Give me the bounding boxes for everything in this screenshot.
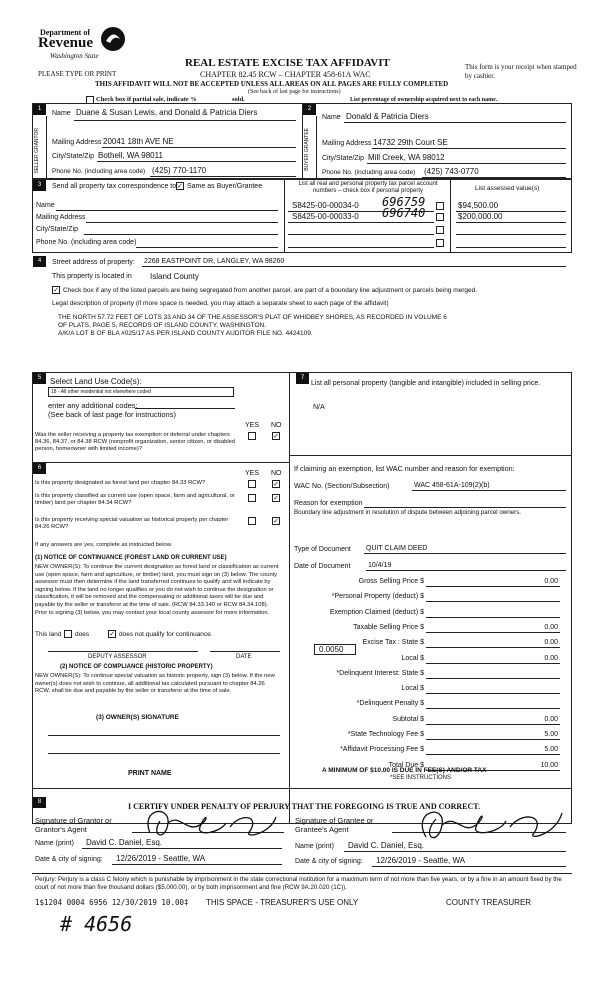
notice2-title: (2) NOTICE OF COMPLIANCE (HISTORIC PROPERTY): [60, 664, 213, 670]
s3-city-label: City/State/Zip: [36, 226, 79, 233]
buyer-phone[interactable]: (425) 743-0770: [424, 167, 479, 176]
exemption-no-checkbox[interactable]: ✓: [273, 433, 279, 440]
personal-property-checkbox-3[interactable]: [436, 226, 444, 234]
seller-side-label: SELLER GRANTOR: [34, 128, 40, 174]
s3-name-label: Name: [36, 202, 55, 209]
seller-phone[interactable]: (425) 770-1170: [152, 166, 207, 175]
tax-row-value[interactable]: 5.00: [544, 746, 558, 753]
tax-row-label: Excise Tax : State $: [362, 639, 424, 646]
if-yes-note: If any answers are yes, complete as instructed below.: [35, 542, 173, 548]
account-handwritten-2: 696740: [382, 206, 426, 220]
same-as-buyer-label: Same as Buyer/Grantee: [187, 183, 263, 190]
assessor-date-label: DATE: [236, 654, 252, 660]
form-subtitle: CHAPTER 82.45 RCW – CHAPTER 458-61A WAC: [200, 70, 371, 79]
partial-sale-label: Check box if partial sale, indicate %: [96, 96, 197, 103]
treasurer-stamp: 1$1204 0004 6956 12/30/2019 10.00‡: [35, 898, 189, 907]
notice1-body: NEW OWNER(S): To continue the current designation as forest land or classification as current use (open space, farm and agriculture, or timber) land, you must sign on (3) below. The county assessor must then determine if the land transferred continues to qualify and will indicate by signing below. If the land no longer qualifies or you do not wish to continue the designation or classification, it will be removed and the compensating or additional taxes will be due and payable by the seller or transferor at the time of sale. (RCW 84.33.140 or RCW 84.34.108). Prior to signing (3) below, you may contact your local county assessor for more information.: [35, 564, 279, 616]
section-number-7: 7: [296, 373, 309, 384]
see-instructions: *SEE INSTRUCTIONS: [390, 775, 452, 781]
section-number-4: 4: [33, 256, 46, 267]
forest-yes-checkbox[interactable]: [248, 480, 256, 488]
tax-row-label: Local $: [401, 655, 424, 662]
logo-line2: Revenue: [38, 35, 93, 51]
doc-date[interactable]: 10/4/19: [368, 562, 392, 569]
handwritten-number: # 4656: [60, 912, 133, 936]
tax-row-label: *Personal Property (deduct) $: [331, 593, 424, 600]
tax-row-value[interactable]: 0.00: [544, 624, 558, 631]
tax-row-label: Total Due $: [388, 762, 424, 769]
tax-row-value[interactable]: 10.00: [540, 762, 558, 769]
buyer-city[interactable]: Mill Creek, WA 98012: [368, 153, 445, 162]
seller-mailing[interactable]: 20041 18th AVE NE: [103, 137, 174, 146]
historic-yes-checkbox[interactable]: [248, 517, 256, 525]
seller-name[interactable]: Duane & Susan Lewis, and Donald & Patricia Diers: [76, 108, 258, 117]
tax-row-label: *State Technology Fee $: [347, 731, 424, 738]
s6-no-header: NO: [271, 470, 282, 477]
buyer-mailing[interactable]: 14732 29th Court SE: [373, 138, 448, 147]
does-not-label: does not qualify for continuance.: [119, 631, 213, 638]
local-rate: 0.0050: [319, 645, 344, 654]
personal-property-checkbox-1[interactable]: [436, 202, 444, 210]
s3-phone-label: Phone No. (including area code): [36, 239, 137, 246]
personal-property-label: List all personal property (tangible and intangible) included in selling price.: [311, 380, 541, 387]
wac-label: WAC No. (Section/Subsection): [294, 483, 390, 490]
buyer-side-label: BUYER GRANTEE: [304, 128, 310, 171]
buyer-mailing-label: Mailing Address: [322, 140, 372, 147]
doc-type-label: Type of Document: [294, 546, 351, 553]
grantee-signature-icon: [396, 803, 566, 841]
receipt-note: This form is your receipt when stamped by cashier.: [465, 63, 577, 80]
personal-property-checkbox-2[interactable]: [436, 213, 444, 221]
seller-city[interactable]: Bothell, WA 98011: [98, 151, 163, 160]
account-number-2[interactable]: S8425-00-00033-0: [292, 212, 359, 221]
grantee-name-label: Name (print): [295, 843, 334, 850]
s3-mailing-label: Mailing Address: [36, 214, 86, 221]
grantee-date-label: Date & city of signing:: [295, 858, 363, 865]
this-land-label: This land: [35, 631, 62, 638]
s6-yes-header: YES: [245, 470, 260, 477]
tax-row-label: *Affidavit Processing Fee $: [340, 746, 424, 753]
segregated-note: Check box if any of the listed parcels are being segregated from another parcel, are part of a boundary line adjustment or parcels being merged.: [63, 287, 478, 294]
tax-row-label: Gross Selling Price $: [358, 578, 424, 585]
forest-no-checkbox[interactable]: ✓: [273, 481, 279, 488]
doc-date-label: Date of Document: [294, 563, 351, 570]
grantor-date[interactable]: 12/26/2019 - Seattle, WA: [116, 854, 206, 863]
buyer-name-label: Name: [322, 114, 341, 121]
grantee-sig-label: Signature of Grantee or Grantee's Agent: [295, 816, 374, 834]
section-number-8: 8: [33, 797, 46, 808]
same-as-buyer-checkbox[interactable]: ✓: [177, 183, 183, 190]
account-handwritten-1: 696759: [382, 195, 426, 209]
legal-line-1: THE NORTH 57.72 FEET OF LOTS 33 AND 34 OF THE ASSESSOR'S PLAT OF WHIDBEY SHORES, AS RECORDED IN VOLUME 6: [58, 314, 447, 321]
certify-statement: I CERTIFY UNDER PENALTY OF PERJURY THAT THE FOREGOING IS TRUE AND CORRECT.: [128, 802, 481, 811]
county-treasurer-label: COUNTY TREASURER: [446, 898, 532, 907]
claim-exemption-label: If claiming an exemption, list WAC number and reason for exemption:: [294, 464, 515, 473]
tax-row-label: *Delinquent Penalty $: [356, 700, 424, 707]
see-back-note: (See back of last page for instructions): [248, 89, 341, 95]
form-title: REAL ESTATE EXCISE TAX AFFIDAVIT: [185, 57, 390, 69]
assessed-value-2[interactable]: $200,000.00: [458, 212, 503, 221]
doc-type[interactable]: QUIT CLAIM DEED: [366, 545, 428, 552]
section-number-5: 5: [33, 373, 46, 384]
tax-row-value[interactable]: 0.00: [544, 716, 558, 723]
legal-line-2: OF PLATS, PAGE 5, RECORDS OF ISLAND COUNTY, WASHINGTON.: [58, 322, 267, 329]
land-use-label: Select Land Use Code(s):: [50, 377, 142, 386]
accounts-header: List all real and personal property tax parcel account numbers – check box if personal property: [298, 181, 438, 194]
seller-city-label: City/State/Zip: [52, 153, 95, 160]
buyer-name[interactable]: Donald & Patricia Diers: [346, 112, 429, 121]
forest-land-question: Is this property designated as forest land per chapter 84.33 RCW?: [35, 480, 206, 486]
tax-row-value[interactable]: 5.00: [544, 731, 558, 738]
notice2-body: NEW OWNER(S): To continue special valuation as historic property, sign (3) below. If the new owner(s) does not wish to continue, all additional tax calculated pursuant to chapter 84.26 RCW, shall be due and payable by the seller or transferor at the time of sale.: [35, 673, 275, 695]
section-number-2: 2: [303, 104, 316, 115]
tax-row-label: Taxable Selling Price $: [353, 624, 424, 631]
segregated-checkbox[interactable]: ✓: [53, 287, 59, 294]
reason-label: Reason for exemption: [294, 500, 363, 507]
wac-value[interactable]: WAC 458-61A-109(2)(b): [414, 482, 490, 489]
dor-logo-icon: [100, 26, 126, 52]
logo-line3: Washington State: [50, 52, 99, 60]
grantee-date[interactable]: 12/26/2019 - Seattle, WA: [376, 856, 466, 865]
exemption-yes-checkbox[interactable]: [248, 432, 256, 440]
notice1-title: (1) NOTICE OF CONTINUANCE (FOREST LAND OR CURRENT USE): [35, 555, 227, 561]
exemption-question: Was the seller receiving a property tax exemption or deferral under chapters 84.36, 84.37, or 84.38 RCW (nonprofit organization, senior citizen, or disabled person, homeowner with limited income)?: [35, 432, 236, 452]
buyer-city-label: City/State/Zip: [322, 155, 365, 162]
form-warning: THIS AFFIDAVIT WILL NOT BE ACCEPTED UNLESS ALL AREAS ON ALL PAGES ARE FULLY COMPLETED: [95, 80, 449, 88]
perjury-note: Perjury: Perjury is a class C felony which is punishable by imprisonment in the state correctional institution for a maximum term of not more than five years, or by a fine in an amount fixed by the court of not more than five thousand dollars ($5,000.00), or by both imprisonment and fine (RCW 9A.20.020 (1C)).: [35, 876, 562, 891]
historic-question: Is this property receiving special valuation as historical property per chapter 84.26 RCW?: [35, 517, 229, 530]
section-number-6: 6: [33, 463, 46, 474]
land-use-value: 18 - All other residential not elsewhere coded: [51, 389, 151, 395]
county[interactable]: Island County: [150, 272, 199, 281]
additional-codes-label: enter any additional codes:: [48, 401, 138, 410]
buyer-phone-label: Phone No. (including area code): [322, 169, 416, 176]
seller-name-label: Name: [52, 110, 71, 117]
s5-yes-header: YES: [245, 422, 260, 429]
tax-row-value[interactable]: 0.00: [544, 578, 558, 585]
assessed-value-1[interactable]: $94,500.00: [458, 201, 499, 210]
sold-label: sold.: [232, 96, 245, 103]
account-number-1[interactable]: S8425-00-00034-0: [292, 201, 359, 210]
send-label: Send all property tax correspondence to:: [52, 183, 179, 190]
current-use-question: Is this property classified as current use (open space, farm and agricultural, or timber) land per chapter 84.34 RCW?: [35, 493, 235, 506]
print-note: PLEASE TYPE OR PRINT: [38, 70, 117, 78]
tax-row-value[interactable]: 0.00: [544, 639, 558, 646]
does-not-checkbox[interactable]: ✓: [109, 631, 115, 638]
print-name-label: PRINT NAME: [128, 770, 172, 777]
minimum-note: A MINIMUM OF $10.00 IS DUE IN FEE(S) AND/OR TAX: [322, 767, 487, 774]
street-label: Street address of property:: [52, 259, 135, 266]
ownership-note: List percentage of ownership acquired next to each name.: [350, 97, 498, 103]
personal-property-value[interactable]: N/A: [313, 404, 325, 411]
grantor-name-label: Name (print): [35, 840, 74, 847]
grantor-name[interactable]: David C. Daniel, Esq.: [86, 838, 163, 847]
grantee-name[interactable]: David C. Daniel, Esq.: [348, 841, 425, 850]
assessed-header: List assessed value(s): [475, 185, 540, 192]
seller-mailing-label: Mailing Address: [52, 139, 102, 146]
treasurer-only-label: THIS SPACE - TREASURER'S USE ONLY: [206, 898, 359, 907]
tax-row-label: Exemption Claimed (deduct) $: [329, 609, 424, 616]
grantor-date-label: Date & city of signing:: [35, 856, 103, 863]
does-label: does: [75, 631, 90, 638]
tax-row-label: Local $: [401, 685, 424, 692]
s5-no-header: NO: [271, 422, 282, 429]
grantor-signature-icon: [130, 803, 280, 841]
owner-signature-label: (3) OWNER(S) SIGNATURE: [96, 714, 179, 721]
tax-row-label: *Delinquent Interest: State $: [336, 670, 424, 677]
s5-see-back: (See back of last page for instructions): [48, 410, 176, 419]
current-use-yes-checkbox[interactable]: [248, 494, 256, 502]
legal-label: Legal description of property (if more space is needed, you may attach a separate sheet to each page of the affidavit): [52, 300, 389, 307]
tax-row-label: Subtotal $: [392, 716, 424, 723]
section-number-3: 3: [33, 180, 46, 191]
deputy-assessor-label: DEPUTY ASSESSOR: [88, 654, 147, 660]
current-use-no-checkbox[interactable]: ✓: [273, 495, 279, 502]
reason-value[interactable]: Boundary line adjustment in resolution of dispute between adjoining parcel owners.: [294, 509, 522, 516]
logo-line1: Department of: [40, 28, 90, 37]
does-checkbox[interactable]: [64, 630, 72, 638]
seller-phone-label: Phone No. (including area code): [52, 168, 146, 175]
street-address[interactable]: 2268 EASTPOINT DR, LANGLEY, WA 98260: [144, 258, 285, 265]
historic-no-checkbox[interactable]: ✓: [273, 518, 279, 525]
located-label: This property is located in: [52, 273, 132, 280]
grantor-sig-label: Signature of Grantor or Grantor's Agent: [35, 816, 112, 834]
tax-row-value[interactable]: 0.00: [544, 655, 558, 662]
section-number-1: 1: [33, 104, 46, 115]
personal-property-checkbox-4[interactable]: [436, 239, 444, 247]
legal-line-3: A/K/A LOT B OF BLA #025/17 AS PER ISLAND COUNTY AUDITOR FILE NO. 4424109.: [58, 330, 313, 337]
